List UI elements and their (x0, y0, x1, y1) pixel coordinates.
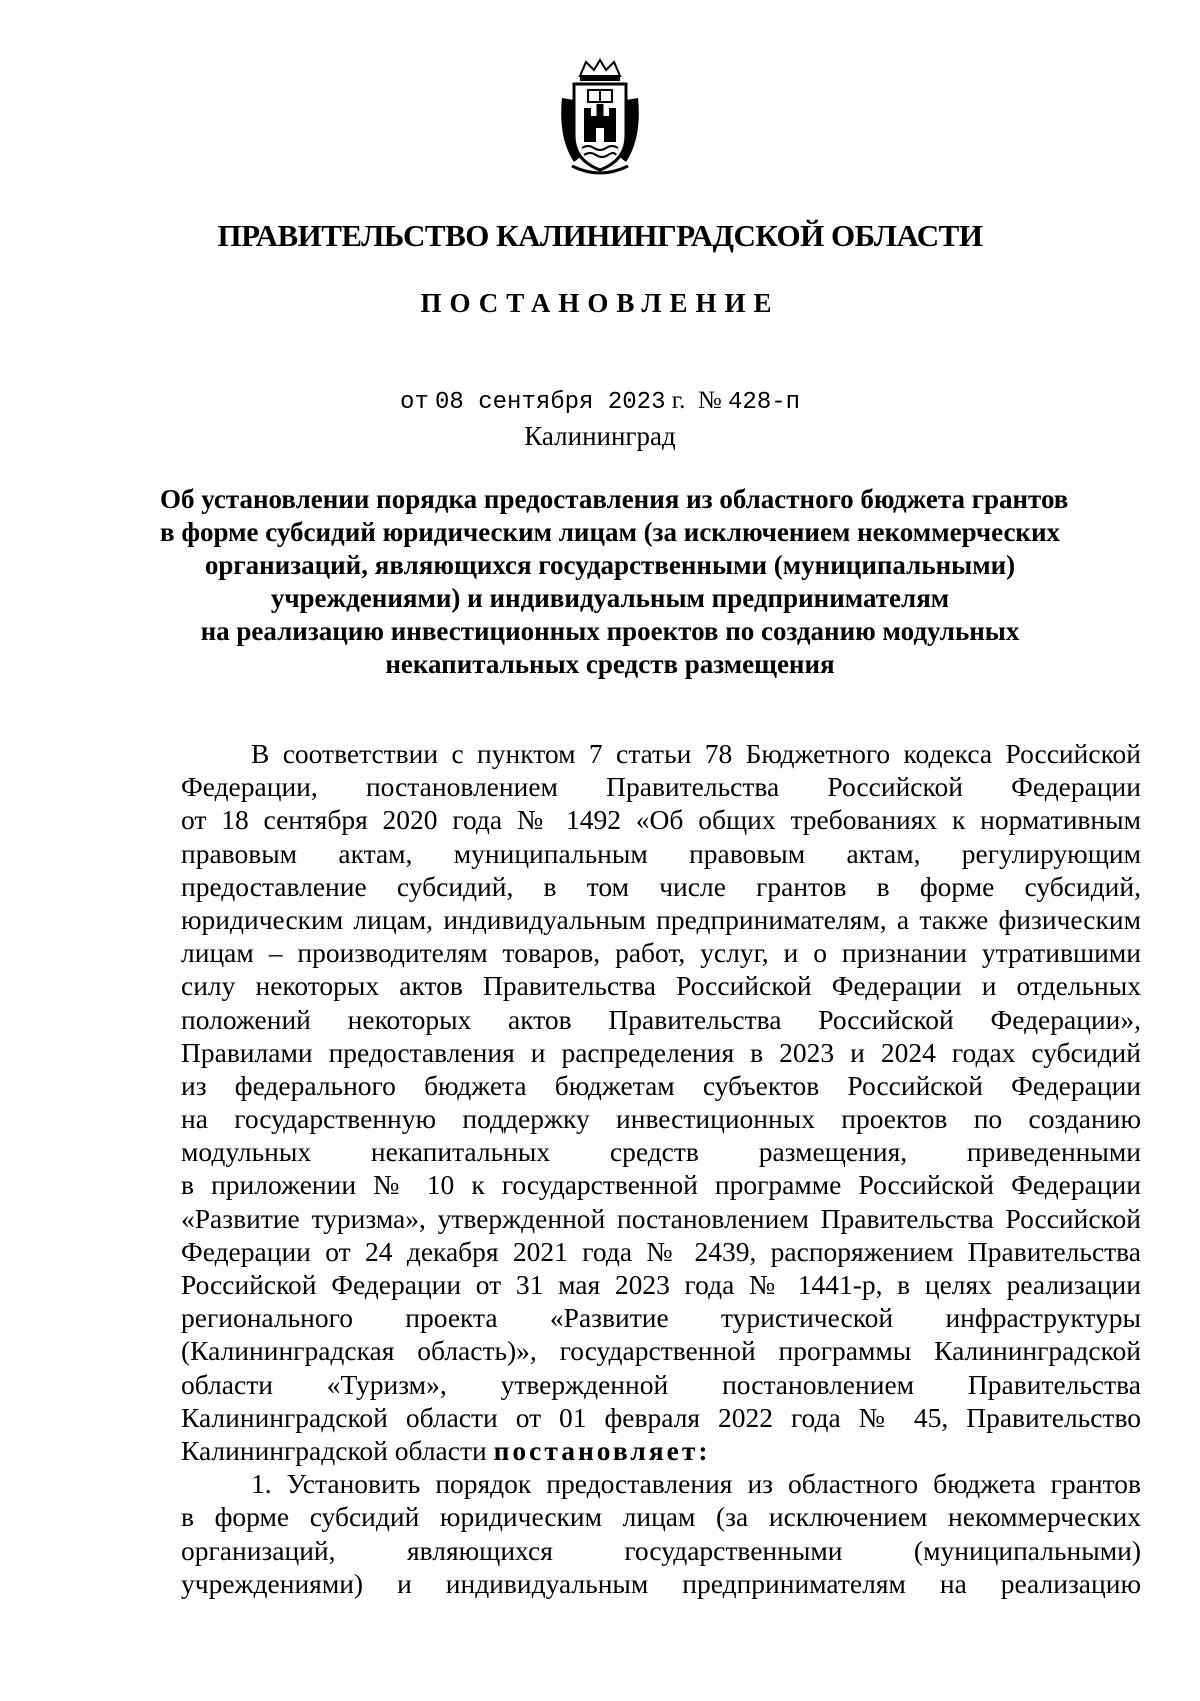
item-line: в форме субсидий юридическим лицам (за исключением некоммерческих (181, 1501, 1141, 1533)
body-line: в приложении № 10 к государственной программе Российской Федерации (181, 1169, 1141, 1201)
item-line: 1. Установить порядок предоставления из областного бюджета грантов (251, 1468, 1141, 1500)
document-date: 08 сентября 2023 (435, 389, 666, 416)
closing-keyword: постановляет: (493, 1434, 711, 1466)
closing-prefix: Калининградской области (181, 1434, 487, 1466)
body-line: из федерального бюджета бюджетам субъектов Российской Федерации (181, 1069, 1141, 1101)
body-line: регионального проекта «Развитие туристической инфраструктуры (181, 1302, 1141, 1334)
subject-line: некапитальных средств размещения (385, 649, 835, 679)
subject-line: организаций, являющихся государственными (муниципальными) (204, 550, 1016, 580)
date-suffix: г. (671, 387, 686, 414)
body-line: лицам – производителям товаров, работ, услуг, и о признании утратившими (181, 937, 1141, 969)
subject-line: Об установлении порядка предоставления из областного бюджета грантов (160, 484, 1069, 514)
body-line: от 18 сентября 2020 года № 1492 «Об общих требованиях к нормативным (181, 804, 1141, 836)
body-line: Калининградской области от 01 февраля 2022 года № 45, Правительство (181, 1401, 1141, 1433)
organization-title: ПРАВИТЕЛЬСТВО КАЛИНИНГРАДСКОЙ ОБЛАСТИ (217, 218, 983, 253)
subject-line: в форме субсидий юридическим лицам (за исключением некоммерческих (160, 517, 1061, 547)
date-prefix: от (399, 389, 429, 416)
body-line: на государственную поддержку инвестиционных проектов по созданию (181, 1103, 1141, 1135)
date-number-line (0, 387, 1200, 416)
body-line: модульных некапитальных средств размещения, приведенными (181, 1136, 1141, 1168)
body-line: правовым актам, муниципальным правовым актам, регулирующим (181, 837, 1141, 869)
city-name: Калининград (524, 421, 676, 451)
document-body (181, 737, 1141, 1600)
body-line: (Калининградская область)», государственной программы Калининградской (181, 1335, 1141, 1367)
item-line: учреждениями) и индивидуальным предпринимателям на реализацию (181, 1567, 1141, 1599)
body-line: Правилами предоставления и распределения в 2023 и 2024 годах субсидий (181, 1036, 1141, 1068)
body-line: предоставление субсидий, в том числе грантов в форме субсидий, (181, 870, 1141, 902)
body-line: Федерации, постановлением Правительства Российской Федерации (181, 771, 1141, 803)
subject-line: учреждениями) и индивидуальным предпринимателям (270, 583, 950, 613)
item-line: организаций, являющихся государственными (муниципальными) (181, 1534, 1141, 1566)
number-sign: № (697, 387, 722, 414)
body-line: области «Туризм», утвержденной постановлением Правительства (181, 1368, 1141, 1400)
document-subject (160, 483, 1069, 681)
document-number: 428-п (728, 389, 801, 416)
closing-line (181, 1434, 1141, 1467)
body-line: Российской Федерации от 31 мая 2023 года № 1441-р, в целях реализации (181, 1269, 1141, 1300)
coat-of-arms-icon (554, 58, 646, 176)
subject-line: на реализацию инвестиционных проектов по созданию модульных (200, 616, 1020, 646)
body-line: В соответствии с пунктом 7 статьи 78 Бюджетного кодекса Российской (251, 738, 1141, 769)
body-line: Федерации от 24 декабря 2021 года № 2439, распоряжением Правительства (181, 1235, 1141, 1267)
body-line: «Развитие туризма», утвержденной постановлением Правительства Российской (181, 1202, 1141, 1234)
body-line: юридическим лицам, индивидуальным предпринимателям, а также физическим (181, 903, 1141, 935)
document-type: ПОСТАНОВЛЕНИЕ (420, 288, 780, 318)
body-line: положений некоторых актов Правительства Российской Федерации», (181, 1003, 1141, 1035)
body-line: силу некоторых актов Правительства Российской Федерации и отдельных (181, 970, 1141, 1002)
